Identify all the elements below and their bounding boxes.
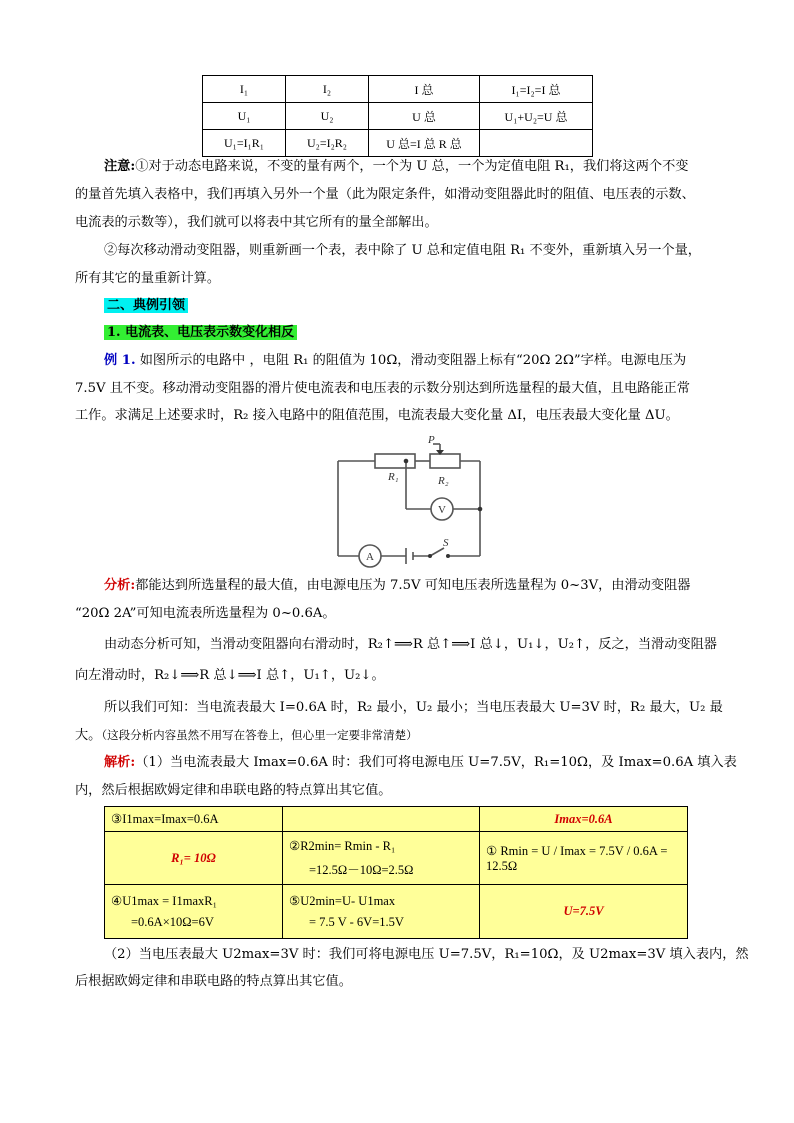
part2-line-1: （2）当电压表最大 U2max=3V 时：我们可将电源电压 U=7.5V，R₁=10Ω，及 U2max=3V 填入表内，然 — [104, 947, 749, 962]
circuit-diagram — [330, 432, 490, 572]
r1-label: R₁ — [388, 471, 399, 483]
section-heading — [104, 296, 188, 316]
example-line-2: 7.5V 且不变。移动滑动变阻器的滑片使电流表和电压表的示数分别达到所选量程的最大值，且电路能正常 — [75, 381, 690, 396]
section-title: 二、典例引领 — [104, 298, 188, 313]
analysis-text: 大。 — [75, 728, 102, 743]
cell-line: ②R2min= Rmin - R₁ — [289, 839, 396, 853]
cell: U₂ — [320, 108, 334, 123]
cell: U₁=I₁R₁ — [224, 135, 264, 150]
cell: I 总 — [414, 82, 434, 97]
cell: U₂=I₂R₂ — [307, 135, 347, 150]
example-line-3: 工作。求满足上述要求时，R₂ 接入电路中的阻值范围，电流表最大变化量 ΔI，电压表最大变化量 ΔU。 — [75, 408, 679, 423]
cell: R₁= 10Ω — [171, 850, 216, 865]
cell-line: = 7.5 V - 6V=1.5V — [309, 915, 404, 929]
analysis-line-4: 向左滑动时，R₂↓⟹R 总↓⟹I 总↑，U₁↑，U₂↓。 — [75, 668, 385, 683]
ammeter-label: A — [366, 551, 374, 563]
solution-line-1 — [104, 753, 737, 773]
cell: U 总 — [412, 109, 436, 124]
note-label: 注意: — [104, 159, 136, 174]
cell: ① Rmin = U / Imax = 7.5V / 0.6A = 12.5Ω — [486, 843, 668, 873]
r2-label: R₂ — [438, 475, 449, 487]
cell: ③I1max=Imax=0.6A — [111, 812, 219, 826]
cell: I₁=I₂=I 总 — [511, 82, 561, 97]
solution-line-2: 内，然后根据欧姆定律和串联电路的特点算出其它值。 — [75, 783, 392, 798]
cell-line: =12.5Ω－10Ω=2.5Ω — [309, 863, 414, 877]
solution-label: 解析: — [104, 755, 136, 770]
note-line-2: 的量首先填入表格中，我们再填入另外一个量（此为限定条件，如滑动变阻器此时的阻值、电压表的示数、 — [75, 187, 695, 202]
cell: U₁ — [237, 108, 251, 123]
analysis-line-6 — [75, 725, 685, 746]
analysis-line-3: 由动态分析可知，当滑动变阻器向右滑动时，R₂↑⟹R 总↑⟹I 总↓，U₁↓，U₂↑，反之，当滑动变阻器 — [104, 637, 717, 652]
analysis-text: 都能达到所选量程的最大值，由电源电压为 7.5V 可知电压表所选量程为 0~3V，由滑动变阻器 — [135, 578, 691, 593]
note-line-3: 电流表的示数等），我们就可以将表中其它所有的量全部解出。 — [75, 215, 438, 230]
slider-label: P — [428, 434, 435, 446]
sub-heading — [104, 323, 297, 343]
example-line-1 — [104, 351, 714, 371]
analysis-remark: （这段分析内容虽然不用写在答卷上，但心里一定要非常清楚） — [101, 728, 418, 742]
sub-title: 1. 电流表、电压表示数变化相反 — [104, 325, 297, 340]
note-text: ①对于动态电路来说，不变的量有两个，一个为 U 总，一个为定值电阻 R₁，我们将这两个不变 — [135, 159, 689, 174]
analysis-line-2: “20Ω 2A”可知电流表所选量程为 0~0.6A。 — [75, 606, 336, 621]
note-line-1 — [104, 157, 714, 177]
cell: Imax=0.6A — [554, 811, 613, 826]
part2-line-2: 后根据欧姆定律和串联电路的特点算出其它值。 — [75, 974, 352, 989]
cell: I₁ — [239, 81, 249, 96]
cell-line: =0.6A×10Ω=6V — [131, 915, 214, 929]
analysis-line-5: 所以我们可知：当电流表最大 I=0.6A 时，R₂ 最小，U₂ 最小；当电压表最大 U=3V 时，R₂ 最大，U₂ 最 — [104, 700, 723, 715]
note-line-4: ②每次移动滑动变阻器，则重新画一个表，表中除了 U 总和定值电阻 R₁ 不变外，重新填入另一个量， — [104, 243, 701, 258]
solution-table — [104, 806, 688, 939]
cell-line: ④U1max = I1maxR₁ — [111, 894, 217, 908]
solution-text: （1）当电流表最大 Imax=0.6A 时：我们可将电源电压 U=7.5V，R₁=10Ω，及 Imax=0.6A 填入表 — [135, 755, 737, 770]
cell-line: ⑤U2min=U- U1max — [289, 894, 396, 908]
switch-label: S — [443, 537, 449, 549]
example-text: 如图所示的电路中 ，电阻 R₁ 的阻值为 10Ω，滑动变阻器上标有“20Ω 2Ω”字样。电源电压为 — [139, 353, 687, 368]
relation-table — [202, 75, 593, 157]
cell: U=7.5V — [563, 904, 604, 918]
cell: U 总=I 总 R 总 — [386, 136, 462, 151]
analysis-label: 分析: — [104, 578, 136, 593]
analysis-line-1 — [104, 576, 724, 596]
voltmeter-label: V — [438, 504, 446, 516]
cell: U₁+U₂=U 总 — [504, 109, 568, 124]
cell: I₂ — [322, 81, 332, 96]
example-label: 例 1. — [104, 353, 136, 368]
note-line-5: 所有其它的量重新计算。 — [75, 271, 221, 286]
